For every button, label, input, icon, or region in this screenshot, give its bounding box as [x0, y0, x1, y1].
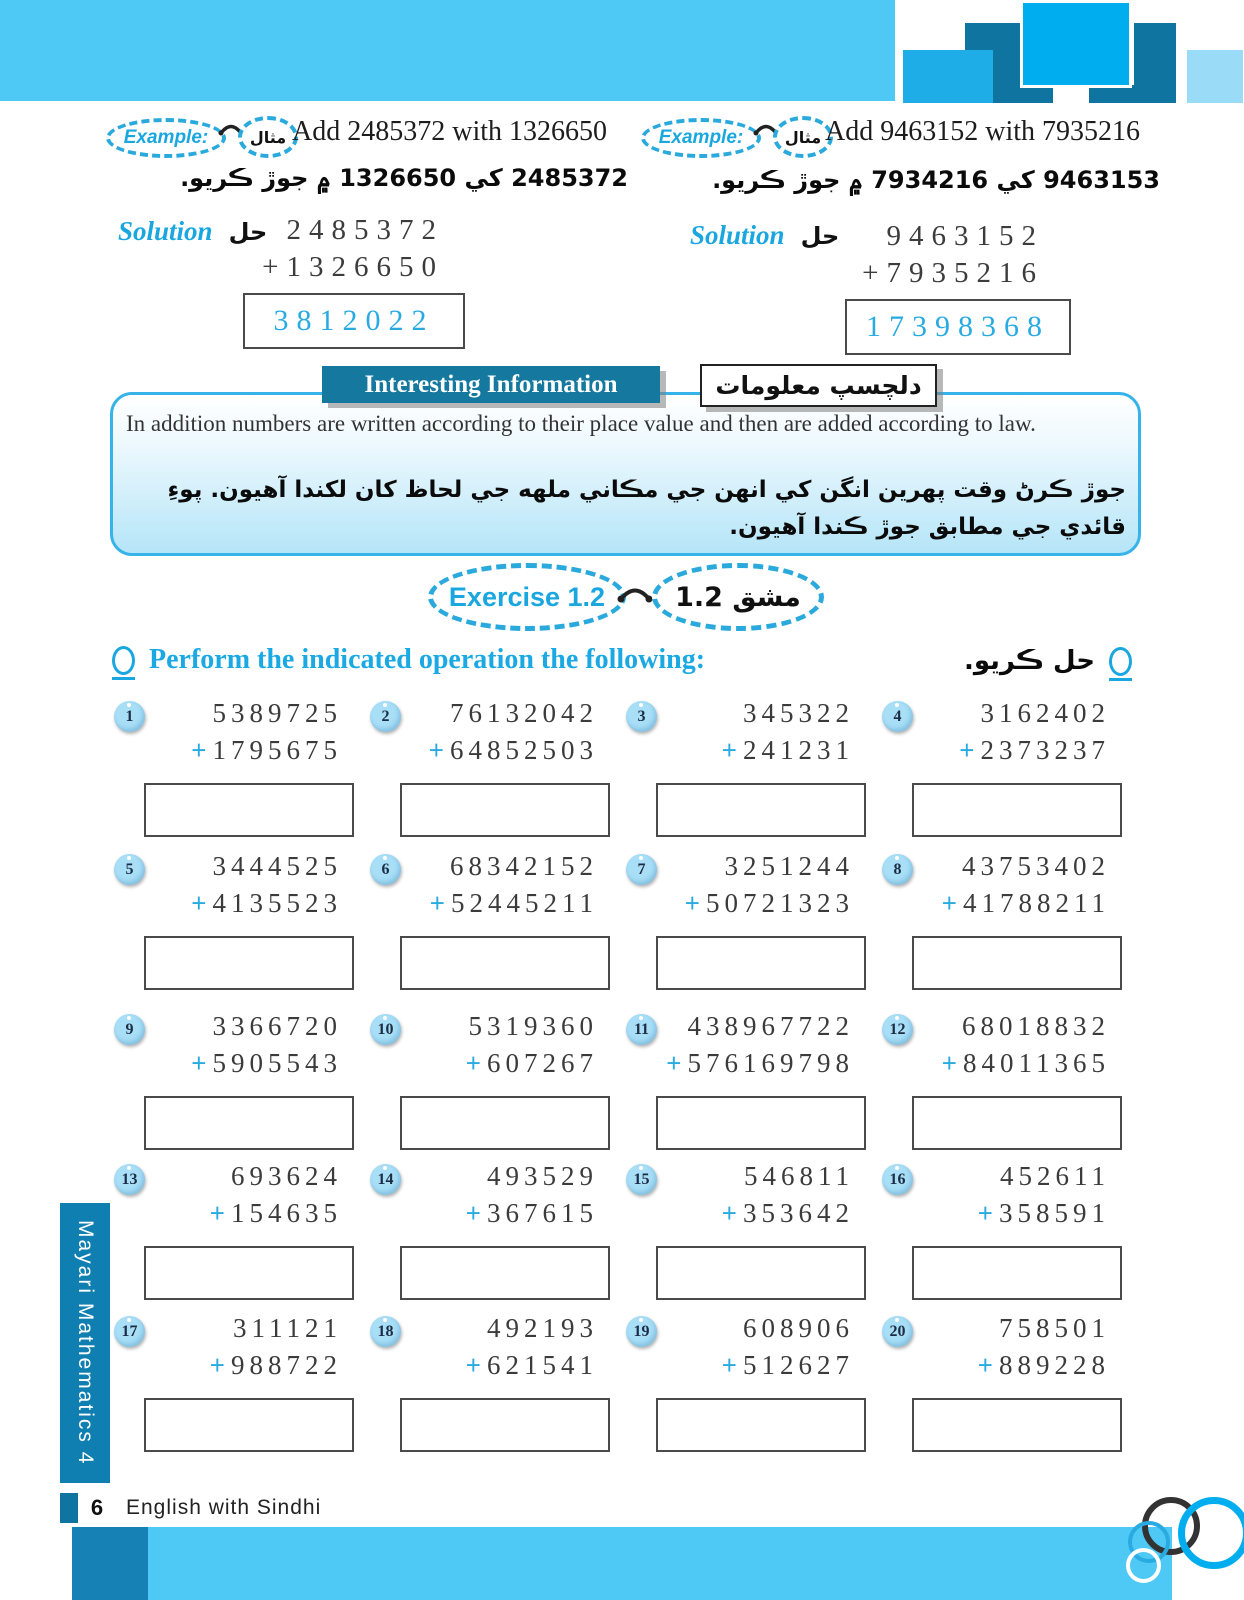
- addend-2: 241231: [743, 735, 854, 765]
- problem-operands: [392, 1008, 598, 1082]
- solution-label: [690, 220, 839, 251]
- problem-cell: [362, 1308, 614, 1458]
- sidebar-book-title-bar: [60, 1203, 110, 1483]
- answer-box[interactable]: [656, 1246, 866, 1300]
- problem-number: 1: [125, 707, 134, 725]
- bottom-band-decoration: [72, 1527, 1172, 1600]
- solution-label-sd: حل: [228, 218, 268, 246]
- addend-2: 889228: [999, 1350, 1110, 1380]
- solution-addend-1: 9463152: [886, 220, 1044, 252]
- misal-badge-label: مثال: [249, 127, 287, 147]
- addend-2: 607267: [487, 1048, 598, 1078]
- addend-2: 621541: [487, 1350, 598, 1380]
- solution-addend-2: + 1326650: [262, 251, 444, 283]
- instruction-row: [112, 644, 705, 676]
- addend-2: 4135523: [212, 888, 342, 918]
- answer-box[interactable]: [144, 936, 354, 990]
- addend-2: 5905543: [212, 1048, 342, 1078]
- addend-2-row: [136, 732, 342, 769]
- problem-cell: [362, 1156, 614, 1306]
- addend-1: 452611: [1000, 1161, 1110, 1191]
- plus-sign: +: [959, 735, 975, 765]
- answer-box[interactable]: [912, 1398, 1122, 1452]
- problem-operands: [648, 1008, 854, 1082]
- problem-number: 9: [125, 1020, 134, 1038]
- plus-sign: +: [465, 1048, 481, 1078]
- problem-number: 2: [381, 707, 390, 725]
- addend-2-row: [904, 1347, 1110, 1384]
- mosaic-square: [1020, 0, 1132, 88]
- solution-answer-box: [243, 293, 465, 349]
- exercise-badge-sd: [652, 563, 824, 631]
- addend-2: 1795675: [212, 735, 342, 765]
- misal-badge: [238, 116, 298, 158]
- problem-cell: [874, 1156, 1126, 1306]
- addend-2-row: [648, 1347, 854, 1384]
- footer-series-title: English with Sindhi: [126, 1496, 322, 1519]
- answer-box[interactable]: [144, 783, 354, 837]
- problem-number: 15: [633, 1170, 650, 1188]
- answer-box[interactable]: [400, 1246, 610, 1300]
- mosaic-square: [1187, 50, 1243, 103]
- ring-icon: [1109, 647, 1132, 676]
- info-body-sd: جوڙ ڪرڻ وقت پهرين انگن کي انهن جي مڪاني ملهه جي لحاظ کان لکندا آهيون. پوءِ قائدي جي مطابق جوڙ ڪندا آهيون.: [167, 477, 1126, 540]
- problem-operands: [392, 848, 598, 922]
- plus-sign: +: [465, 1350, 481, 1380]
- problem-number: 8: [893, 860, 902, 878]
- problem-cell: [106, 1006, 358, 1156]
- plus-sign: +: [191, 1048, 207, 1078]
- problem-number: 12: [889, 1020, 906, 1038]
- addend-1: 3251244: [724, 851, 854, 881]
- addend-1: 3444525: [212, 851, 342, 881]
- ring-icon: [112, 646, 135, 675]
- problem-number: 18: [377, 1322, 394, 1340]
- problem-operands: [904, 1310, 1110, 1384]
- addend-2: 41788211: [963, 888, 1110, 918]
- problem-number: 14: [377, 1170, 394, 1188]
- plus-sign: +: [721, 1350, 737, 1380]
- example-title: Add 9463152 with 7935216: [825, 116, 1140, 147]
- addend-1: 546811: [744, 1161, 854, 1191]
- addend-2-row: [648, 732, 854, 769]
- solution-operands: [248, 212, 444, 286]
- problem-operands: [136, 695, 342, 769]
- addend-2-row: [136, 1347, 342, 1384]
- problem-number: 4: [893, 707, 902, 725]
- problem-number: 7: [637, 860, 646, 878]
- problem-cell: [618, 1156, 870, 1306]
- problem-operands: [904, 848, 1110, 922]
- info-header-sd: دلچسپ معلومات: [700, 364, 937, 407]
- page-number: 6: [90, 1495, 104, 1520]
- addend-2-row: [136, 1045, 342, 1082]
- solution-label-en: Solution: [118, 216, 213, 246]
- plus-sign: +: [209, 1198, 225, 1228]
- addend-1: 345322: [743, 698, 854, 728]
- problem-cell: [618, 1006, 870, 1156]
- addend-1: 68018832: [962, 1011, 1110, 1041]
- instruction-sd: حل ڪريو.: [963, 646, 1095, 676]
- plus-sign: +: [941, 1048, 957, 1078]
- addend-2-row: [904, 885, 1110, 922]
- bottom-band-block: [72, 1527, 148, 1600]
- answer-box[interactable]: [912, 1096, 1122, 1150]
- addend-2-row: [392, 885, 598, 922]
- addend-2-row: [392, 732, 598, 769]
- solution-label-en: Solution: [690, 220, 785, 250]
- problem-number: 6: [381, 860, 390, 878]
- addend-2: 358591: [999, 1198, 1110, 1228]
- addend-2-row: [136, 1195, 342, 1232]
- problem-cell: [106, 1156, 358, 1306]
- answer-box[interactable]: [144, 1246, 354, 1300]
- addend-2: 367615: [487, 1198, 598, 1228]
- addend-2-row: [392, 1045, 598, 1082]
- problem-operands: [392, 695, 598, 769]
- problem-cell: [362, 1006, 614, 1156]
- problem-number: 11: [633, 1020, 650, 1038]
- problem-number: 10: [377, 1020, 394, 1038]
- plus-sign: +: [465, 1198, 481, 1228]
- problem-operands: [136, 848, 342, 922]
- info-body-en: In addition numbers are written according to their place value and then are added according to law.: [126, 411, 1036, 436]
- exercise-badge-en: [428, 563, 626, 631]
- addend-2-row: [392, 1347, 598, 1384]
- problem-operands: [904, 1158, 1110, 1232]
- problem-number: 17: [121, 1322, 138, 1340]
- addend-1: 68342152: [450, 851, 598, 881]
- problem-number: 13: [121, 1170, 138, 1188]
- problem-number: 3: [637, 707, 646, 725]
- plus-sign: +: [429, 888, 445, 918]
- addend-1: 76132042: [450, 698, 598, 728]
- problem-cell: [618, 693, 870, 843]
- problem-operands: [648, 848, 854, 922]
- ring-decoration-blue-large: [1178, 1497, 1244, 1569]
- link-icon: [616, 582, 654, 609]
- answer-box[interactable]: [400, 1398, 610, 1452]
- addend-2: 353642: [743, 1198, 854, 1228]
- addend-1: 3162402: [980, 698, 1110, 728]
- problem-operands: [648, 1310, 854, 1384]
- problem-operands: [136, 1310, 342, 1384]
- problem-cell: [106, 846, 358, 996]
- addend-2: 64852503: [450, 735, 598, 765]
- solution-sum: 3812022: [273, 304, 435, 337]
- addend-2: 52445211: [451, 888, 598, 918]
- plus-sign: +: [262, 251, 279, 283]
- solution-addend-1: 2485372: [286, 214, 444, 246]
- problem-cell: [618, 846, 870, 996]
- problem-cell: [106, 1308, 358, 1458]
- problem-operands: [136, 1008, 342, 1082]
- addend-1: 5319360: [468, 1011, 598, 1041]
- instruction-row-sindhi: [964, 646, 1132, 676]
- plus-sign: +: [209, 1350, 225, 1380]
- addend-2-row: [392, 1195, 598, 1232]
- mosaic-square: [903, 50, 993, 103]
- example-title-sindhi: 9463153 کي 7934216 ۾ جوڙ ڪريو.: [712, 166, 1160, 194]
- addend-1: 492193: [487, 1313, 598, 1343]
- addend-1: 608906: [743, 1313, 854, 1343]
- sidebar-book-title: Mayari Mathematics 4: [74, 1220, 97, 1466]
- answer-box[interactable]: [400, 936, 610, 990]
- plus-sign: +: [428, 735, 444, 765]
- example-title: Add 2485372 with 1326650: [292, 116, 607, 147]
- exercise-badge-en-label: Exercise 1.2: [448, 581, 606, 612]
- plus-sign: +: [941, 888, 957, 918]
- plus-sign: +: [191, 888, 207, 918]
- answer-box[interactable]: [656, 936, 866, 990]
- addend-2: 988722: [231, 1350, 342, 1380]
- answer-box[interactable]: [912, 783, 1122, 837]
- solution-label-sd: حل: [800, 222, 840, 250]
- problem-number: 5: [125, 860, 134, 878]
- addend-2: 84011365: [963, 1048, 1110, 1078]
- misal-badge: [773, 116, 833, 158]
- plus-sign: +: [684, 888, 700, 918]
- addend-2: 2373237: [980, 735, 1110, 765]
- answer-box[interactable]: [400, 1096, 610, 1150]
- problem-cell: [874, 1308, 1126, 1458]
- addend-2: 154635: [231, 1198, 342, 1228]
- problem-cell: [874, 1006, 1126, 1156]
- problem-operands: [392, 1310, 598, 1384]
- addend-2-row: [648, 1045, 854, 1082]
- addend-2-row: [648, 885, 854, 922]
- solution-answer-box: [845, 299, 1071, 355]
- answer-box[interactable]: [912, 936, 1122, 990]
- addend-1: 493529: [487, 1161, 598, 1191]
- addend-1: 693624: [231, 1161, 342, 1191]
- plus-sign: +: [721, 1198, 737, 1228]
- answer-box[interactable]: [912, 1246, 1122, 1300]
- addend-2: 50721323: [706, 888, 854, 918]
- instruction-en: Perform the indicated operation the following:: [149, 644, 706, 675]
- problem-operands: [648, 695, 854, 769]
- example-badge-label: Example:: [123, 127, 209, 148]
- answer-box[interactable]: [656, 1096, 866, 1150]
- addend-1: 5389725: [212, 698, 342, 728]
- addend-2: 512627: [743, 1350, 854, 1380]
- answer-box[interactable]: [400, 783, 610, 837]
- problem-operands: [136, 1158, 342, 1232]
- info-header-en: Interesting Information: [322, 366, 660, 403]
- solution-addend-2: + 7935216: [862, 257, 1044, 289]
- example-badge: [106, 118, 226, 158]
- problem-operands: [904, 695, 1110, 769]
- addend-1: 3366720: [212, 1011, 342, 1041]
- plus-sign: +: [977, 1350, 993, 1380]
- exercise-badge-sd-label: مشق 1.2: [675, 581, 801, 613]
- problem-operands: [392, 1158, 598, 1232]
- answer-box[interactable]: [656, 783, 866, 837]
- problem-cell: [874, 693, 1126, 843]
- addend-2-row: [136, 885, 342, 922]
- problem-cell: [618, 1308, 870, 1458]
- problem-cell: [874, 846, 1126, 996]
- problem-number: 16: [889, 1170, 906, 1188]
- addend-1: 438967722: [687, 1011, 854, 1041]
- addend-2-row: [904, 732, 1110, 769]
- solution-label: [118, 216, 267, 247]
- answer-box[interactable]: [656, 1398, 866, 1452]
- plus-sign: +: [191, 735, 207, 765]
- problem-cell: [362, 693, 614, 843]
- plus-sign: +: [721, 735, 737, 765]
- solution-sum: 17398368: [866, 310, 1050, 343]
- problem-cell: [106, 693, 358, 843]
- footer-strip: [60, 1493, 78, 1523]
- addend-1: 311121: [233, 1313, 342, 1343]
- plus-sign: +: [666, 1048, 682, 1078]
- answer-box[interactable]: [144, 1096, 354, 1150]
- addend-1: 758501: [999, 1313, 1110, 1343]
- addend-2-row: [904, 1195, 1110, 1232]
- addend-2-row: [648, 1195, 854, 1232]
- ring-decoration-white: [1126, 1548, 1161, 1583]
- problem-operands: [904, 1008, 1110, 1082]
- problem-operands: [648, 1158, 854, 1232]
- plus-sign: +: [862, 257, 879, 289]
- top-band-decoration: [0, 0, 895, 101]
- addend-2: 576169798: [687, 1048, 854, 1078]
- answer-box[interactable]: [144, 1398, 354, 1452]
- problem-number: 20: [889, 1322, 906, 1340]
- misal-badge-label: مثال: [784, 127, 822, 147]
- example-badge: [641, 118, 761, 158]
- example-title-sindhi: 2485372 کي 1326650 ۾ جوڙ ڪريو.: [180, 164, 628, 192]
- problem-number: 19: [633, 1322, 650, 1340]
- solution-operands: [848, 218, 1044, 292]
- addend-1: 43753402: [962, 851, 1110, 881]
- plus-sign: +: [977, 1198, 993, 1228]
- example-badge-label: Example:: [658, 127, 744, 148]
- problem-cell: [362, 846, 614, 996]
- addend-2-row: [904, 1045, 1110, 1082]
